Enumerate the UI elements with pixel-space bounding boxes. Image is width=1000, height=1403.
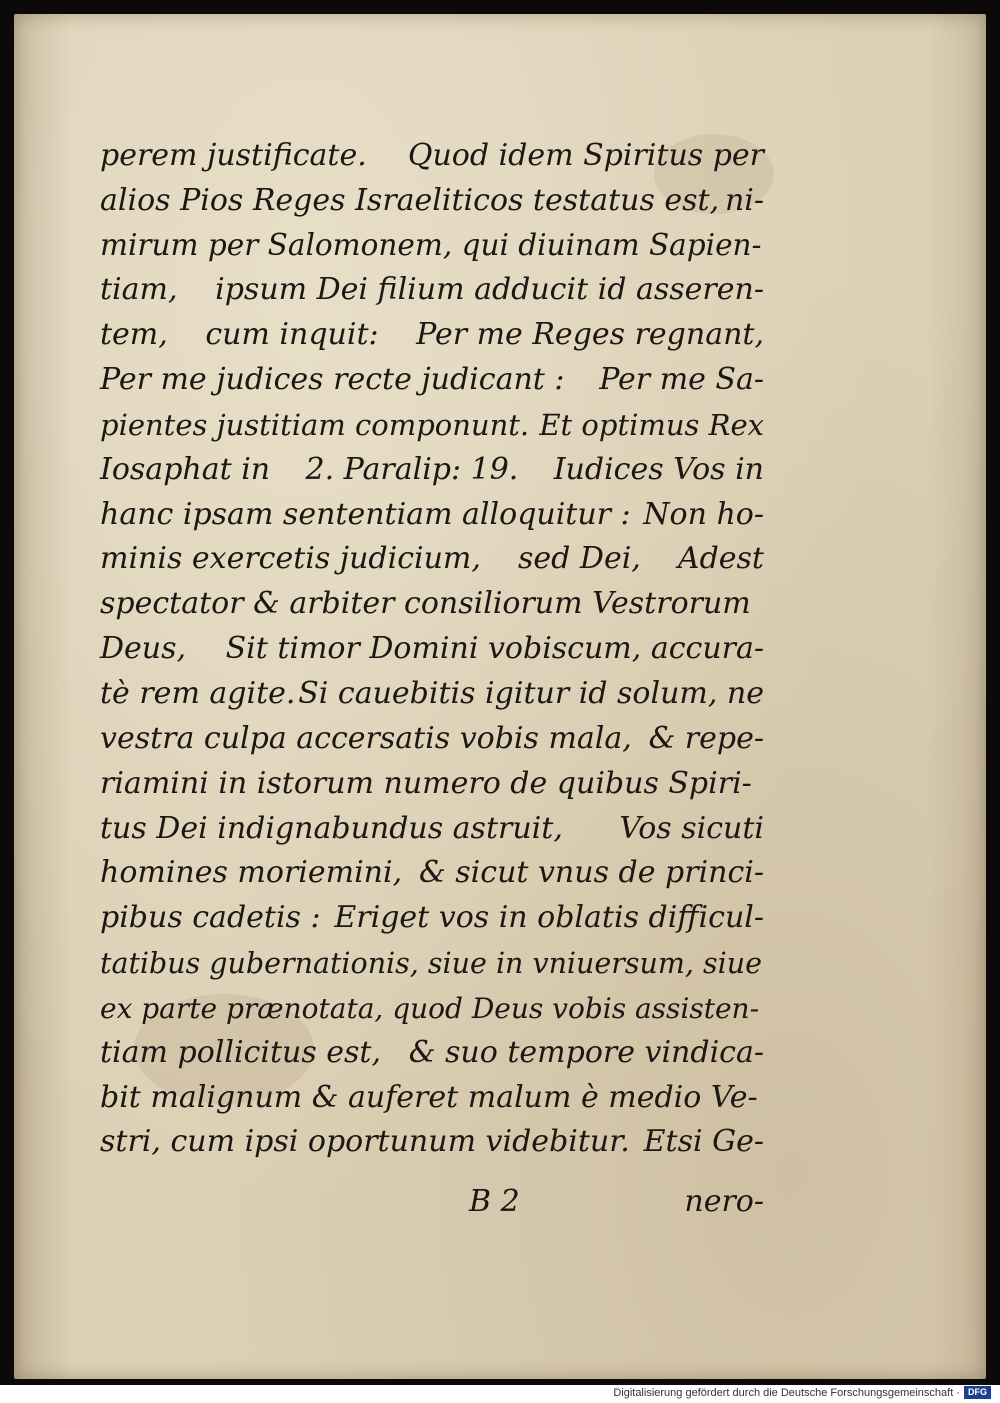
text-segment: Iudices Vos in: [553, 451, 764, 487]
text-segment: tiam pollicitus est,: [100, 1034, 382, 1070]
text-line: [100, 485, 764, 530]
text-segment: Per me judices recte judicant :: [100, 362, 565, 398]
text-segment: Quod idem Spiritus per: [407, 137, 764, 173]
text-line: [100, 530, 764, 575]
text-segment: tiam,: [100, 272, 178, 308]
dfg-logo: DFG: [964, 1386, 991, 1399]
digitization-credit: Digitalisierung gefördert durch die Deutsche Forschungsgemeinschaft ·: [613, 1387, 960, 1399]
text-segment: cum inquit:: [205, 317, 379, 353]
text-segment: & suo tempore vindica-: [408, 1034, 764, 1070]
text-segment: Eriget vos in oblatis difficul-: [334, 900, 764, 936]
text-segment: Per me Reges regnant,: [416, 317, 764, 353]
catchword: nero-: [684, 1184, 764, 1219]
text-segment: Sit timor Domini vobiscum, accura-: [225, 631, 764, 667]
book-page: [14, 14, 986, 1379]
text-line: [100, 664, 764, 709]
text-line: [100, 933, 764, 978]
text-segment: stri, cum ipsi oportunum videbitur.: [100, 1124, 630, 1160]
text-segment: Non ho-: [643, 496, 764, 532]
text-line: [100, 574, 764, 622]
text-line: [100, 1023, 764, 1068]
text-segment: perem justificate.: [100, 137, 367, 173]
text-segment: Vos sicuti: [619, 810, 764, 846]
text-segment: tem,: [100, 317, 168, 353]
text-line: [100, 844, 764, 889]
text-line: [100, 305, 764, 353]
text-line: [100, 619, 764, 667]
text-segment: tatibus gubernationis, siue in vniuersum, siue: [100, 946, 762, 980]
text-segment: pibus cadetis :: [100, 900, 321, 936]
text-segment: Adest: [677, 541, 764, 577]
page-footer: [100, 1180, 764, 1224]
text-segment: Si cauebitis igitur id solum, ne: [298, 675, 764, 711]
text-segment: ipsum Dei filium adducit id asseren-: [215, 272, 764, 308]
text-line: [100, 171, 764, 216]
text-segment: pientes justitiam componunt.: [100, 407, 530, 442]
text-segment: & sicut vnus de princi-: [419, 855, 764, 891]
text-line: [100, 395, 764, 440]
text-segment: 2. Paralip: 19.: [305, 451, 519, 487]
text-segment: alios Pios Reges Israeliticos testatus est,: [100, 182, 720, 218]
text-segment: riamini in istorum numero de quibus Spiri-: [100, 765, 752, 801]
text-line: [100, 799, 764, 844]
text-segment: spectator & arbiter consiliorum Vestrorum: [100, 586, 751, 622]
text-line: [100, 126, 764, 171]
text-line: [100, 888, 764, 936]
text-line: [100, 440, 764, 485]
text-segment: bit malignum & auferet malum è medio Ve-: [100, 1079, 758, 1115]
text-segment: ex parte prænotata, quod Deus vobis assisten-: [100, 991, 760, 1025]
text-segment: Et optimus Rex: [539, 407, 764, 442]
text-line: [100, 978, 764, 1023]
text-line: [100, 350, 764, 398]
text-segment: Iosaphat in: [100, 451, 271, 487]
text-segment: minis exercetis judicium,: [100, 541, 481, 577]
text-segment: Etsi Ge-: [643, 1124, 764, 1160]
text-line: [100, 1113, 764, 1158]
text-segment: sed Dei,: [518, 541, 641, 577]
text-line: [100, 216, 764, 261]
text-segment: Deus,: [100, 631, 187, 667]
text-segment: & repe-: [648, 720, 764, 756]
text-line: [100, 754, 764, 799]
text-line: [100, 709, 764, 754]
text-segment: Per me Sa-: [599, 362, 764, 398]
text-segment: tè rem agite.: [100, 675, 296, 711]
text-segment: hanc ipsam sententiam alloquitur :: [100, 496, 631, 532]
text-segment: ni-: [724, 182, 764, 218]
text-line: [100, 261, 764, 306]
text-segment: vestra culpa accersatis vobis mala,: [100, 720, 632, 756]
signature-mark: B 2: [469, 1184, 520, 1219]
text-segment: homines moriemini,: [100, 855, 403, 891]
text-segment: mirum per Salomonem, qui diuinam Sapien-: [100, 228, 762, 263]
text-line: [100, 1068, 764, 1113]
text-segment: tus Dei indignabundus astruit,: [100, 810, 563, 846]
text-block: [100, 126, 764, 1160]
